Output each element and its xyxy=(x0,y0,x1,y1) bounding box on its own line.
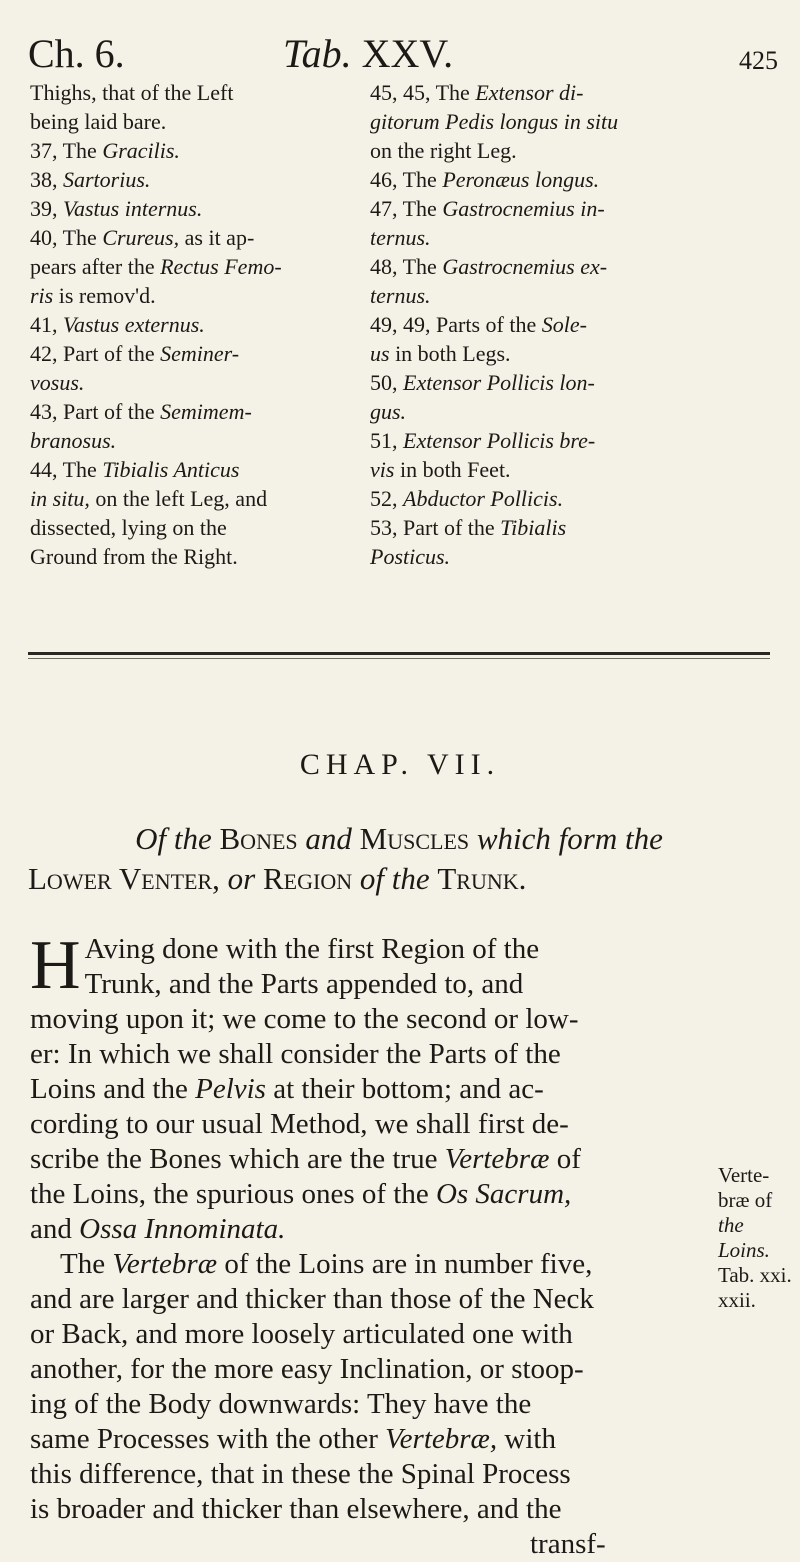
text-run: 42, Part of the xyxy=(30,341,161,366)
legend-left-line xyxy=(30,542,330,571)
subtitle-word: Region xyxy=(262,861,353,896)
body-line xyxy=(30,1037,730,1072)
italic-term: Gastrocnemius ex- xyxy=(442,254,608,279)
plate-legend-left-column xyxy=(30,78,330,571)
italic-term: Seminer- xyxy=(160,341,240,366)
text-run: 38, xyxy=(30,167,63,192)
legend-right-line xyxy=(370,368,700,397)
margin-note-line: bræ of xyxy=(718,1188,773,1212)
italic-term: Vertebræ, xyxy=(385,1423,498,1455)
legend-left-line xyxy=(30,513,330,542)
text-run: another, for the more easy Inclination, or stoop- xyxy=(30,1353,584,1385)
chapter-subtitle-line-1 xyxy=(28,820,770,858)
text-run: 46, The xyxy=(370,167,443,192)
text-run: ing of the Body downwards: They have the xyxy=(30,1388,532,1420)
legend-right-line xyxy=(370,194,700,223)
italic-term: gitorum Pedis longus in situ xyxy=(370,109,619,134)
subtitle-word: which form the xyxy=(476,821,663,856)
body-line xyxy=(30,1492,730,1527)
italic-term: Semimem- xyxy=(160,399,252,424)
legend-left-line xyxy=(30,136,330,165)
italic-term: Extensor di- xyxy=(475,80,584,105)
section-divider-thin xyxy=(28,658,770,659)
text-run: 51, xyxy=(370,428,403,453)
italic-term: Gastrocnemius in- xyxy=(442,196,605,221)
italic-term: Crureus, xyxy=(102,225,180,250)
body-line xyxy=(30,1387,730,1422)
text-run: is remov'd. xyxy=(53,283,156,308)
italic-term: ternus. xyxy=(370,225,431,250)
tab-number: XXV. xyxy=(361,31,454,76)
italic-term: Sartorius. xyxy=(63,167,151,192)
italic-term: Tibialis xyxy=(500,515,567,540)
text-run: moving upon it; we come to the second or low- xyxy=(30,1003,579,1035)
legend-left-line xyxy=(30,368,330,397)
text-run: being laid bare. xyxy=(30,109,167,134)
margin-note-line xyxy=(718,1213,800,1263)
body-line xyxy=(30,1247,730,1282)
legend-right-line xyxy=(370,165,700,194)
legend-right-line xyxy=(370,397,700,426)
section-divider xyxy=(28,652,770,655)
text-run: 50, xyxy=(370,370,403,395)
text-run: and are larger and thicker than those of the Neck xyxy=(30,1283,594,1315)
body-line xyxy=(30,1002,730,1037)
italic-term: Tibialis Anticus xyxy=(102,457,240,482)
italic-term: Vastus internus. xyxy=(63,196,203,221)
legend-left-line xyxy=(30,252,330,281)
text-run: on the right Leg. xyxy=(370,138,517,163)
text-run: and xyxy=(30,1213,80,1245)
legend-right-line xyxy=(370,136,700,165)
italic-term: Ossa Innominata. xyxy=(79,1213,286,1245)
text-run: Loins and the xyxy=(30,1073,196,1105)
text-run: at their bottom; and ac- xyxy=(265,1073,544,1105)
text-run: in both Feet. xyxy=(394,457,511,482)
margin-note-line: xxii. xyxy=(718,1288,756,1312)
text-run: 43, Part of the xyxy=(30,399,161,424)
italic-term: vosus. xyxy=(30,370,85,395)
italic-term: Gracilis. xyxy=(102,138,180,163)
subtitle-word: of the xyxy=(359,861,430,896)
legend-right-line xyxy=(370,513,700,542)
legend-left-line xyxy=(30,339,330,368)
legend-right-line xyxy=(370,78,700,107)
legend-right-line xyxy=(370,339,700,368)
body-line xyxy=(30,1072,730,1107)
text-run: scribe the Bones which are the true xyxy=(30,1143,445,1175)
subtitle-word: Trunk. xyxy=(437,861,527,896)
margin-note-line: Tab. xxi. xyxy=(718,1263,792,1287)
text-run: 39, xyxy=(30,196,63,221)
legend-left-line xyxy=(30,310,330,339)
italic-term: Peronæus longus. xyxy=(442,167,600,192)
legend-left-line xyxy=(30,281,330,310)
legend-left-line xyxy=(30,426,330,455)
italic-term: in situ, xyxy=(30,486,90,511)
legend-right-line xyxy=(370,310,700,339)
legend-left-line xyxy=(30,397,330,426)
italic-term: Rectus Femo- xyxy=(160,254,282,279)
body-line xyxy=(30,1282,730,1317)
italic-term: Extensor Pollicis lon- xyxy=(403,370,595,395)
text-run: transf- xyxy=(530,1528,606,1560)
text-run: 49, 49, Parts of the xyxy=(370,312,542,337)
text-run: 45, 45, The xyxy=(370,80,476,105)
body-line xyxy=(30,1422,730,1457)
text-run: on the left Leg, and xyxy=(89,486,268,511)
text-run: pears after the xyxy=(30,254,161,279)
text-run: of xyxy=(549,1143,581,1175)
margin-note-line: Verte- xyxy=(718,1163,770,1187)
legend-left-line xyxy=(30,107,330,136)
legend-right-line xyxy=(370,252,700,281)
text-run: 52, xyxy=(370,486,403,511)
drop-cap: H xyxy=(30,927,81,1004)
tab-prefix: Tab. xyxy=(283,31,352,76)
text-run: Thighs, that of the Left xyxy=(30,80,234,105)
text-run: as it ap- xyxy=(179,225,255,250)
italic-term: vis xyxy=(370,457,395,482)
text-run: The xyxy=(60,1248,113,1280)
body-line xyxy=(30,1107,730,1142)
italic-term: branosus. xyxy=(30,428,117,453)
italic-term: ternus. xyxy=(370,283,431,308)
italic-term: Vertebræ xyxy=(112,1248,218,1280)
plate-legend-right-column xyxy=(370,78,700,571)
text-run: er: In which we shall consider the Parts of the xyxy=(30,1038,561,1070)
text-run: in both Legs. xyxy=(389,341,511,366)
text-run: 41, xyxy=(30,312,63,337)
body-line xyxy=(30,1352,730,1387)
text-run: 37, The xyxy=(30,138,103,163)
legend-left-line xyxy=(30,484,330,513)
subtitle-word: Muscles xyxy=(359,821,470,856)
italic-term: gus. xyxy=(370,399,407,424)
legend-right-line xyxy=(370,107,700,136)
text-run: this difference, that in these the Spinal Process xyxy=(30,1458,571,1490)
text-run: Ground from the Right. xyxy=(30,544,238,569)
body-paragraph xyxy=(30,927,730,1562)
italic-term: Pelvis xyxy=(195,1073,266,1105)
subtitle-word: or xyxy=(227,861,256,896)
chapter-heading: CHAP. VII. xyxy=(299,748,501,781)
text-run: or Back, and more loosely articulated one with xyxy=(30,1318,573,1350)
subtitle-word: Of the xyxy=(135,821,212,856)
chapter-subtitle-line-2 xyxy=(28,860,770,898)
legend-left-line xyxy=(30,165,330,194)
legend-right-line xyxy=(370,455,700,484)
text-run: cording to our usual Method, we shall first de- xyxy=(30,1108,569,1140)
text-run: Aving done with the first Region of the xyxy=(84,933,540,965)
chapter-label: Ch. 6. xyxy=(28,31,125,76)
text-run: 44, The xyxy=(30,457,103,482)
margin-note xyxy=(718,1163,800,1313)
legend-right-line xyxy=(370,426,700,455)
text-run: Trunk, and the Parts appended to, and xyxy=(84,968,524,1000)
italic-term: Vertebræ xyxy=(444,1143,550,1175)
text-run: the Loins, the spurious ones of the xyxy=(30,1178,436,1210)
text-run: is broader and thicker than elsewhere, and the xyxy=(30,1493,562,1525)
page-number: 425 xyxy=(739,46,778,75)
italic-term: Extensor Pollicis bre- xyxy=(403,428,596,453)
body-line xyxy=(30,1527,730,1562)
text-run: 40, The xyxy=(30,225,103,250)
italic-term: ris xyxy=(30,283,54,308)
legend-left-line xyxy=(30,78,330,107)
legend-left-line xyxy=(30,455,330,484)
text-run: of the Loins are in number five, xyxy=(217,1248,593,1280)
text-run: 53, Part of the xyxy=(370,515,501,540)
subtitle-word: Lower Venter, xyxy=(28,861,220,896)
legend-right-line xyxy=(370,542,700,571)
margin-note-italic: the Loins. xyxy=(718,1213,770,1262)
text-run: dissected, lying on the xyxy=(30,515,227,540)
text-run: 48, The xyxy=(370,254,443,279)
body-line xyxy=(30,1142,730,1177)
body-line xyxy=(30,1457,730,1492)
legend-right-line xyxy=(370,223,700,252)
legend-left-line xyxy=(30,194,330,223)
running-header xyxy=(28,30,778,80)
legend-right-line xyxy=(370,281,700,310)
plate-label xyxy=(283,30,453,77)
legend-right-line xyxy=(370,484,700,513)
text-run: same Processes with the other xyxy=(30,1423,386,1455)
body-line xyxy=(30,967,730,1002)
text-run: with xyxy=(497,1423,556,1455)
subtitle-word: Bones xyxy=(219,821,298,856)
italic-term: Os Sacrum, xyxy=(435,1178,572,1210)
italic-term: Sole- xyxy=(541,312,587,337)
subtitle-word: and xyxy=(305,821,352,856)
italic-term: us xyxy=(370,341,390,366)
body-lines xyxy=(30,927,730,1562)
body-line xyxy=(30,1177,730,1212)
italic-term: Vastus externus. xyxy=(63,312,205,337)
legend-left-line xyxy=(30,223,330,252)
body-line xyxy=(30,1317,730,1352)
italic-term: Posticus. xyxy=(370,544,451,569)
text-run: 47, The xyxy=(370,196,443,221)
body-line xyxy=(30,1212,730,1247)
italic-term: Abductor Pollicis. xyxy=(403,486,564,511)
body-line xyxy=(30,932,730,967)
